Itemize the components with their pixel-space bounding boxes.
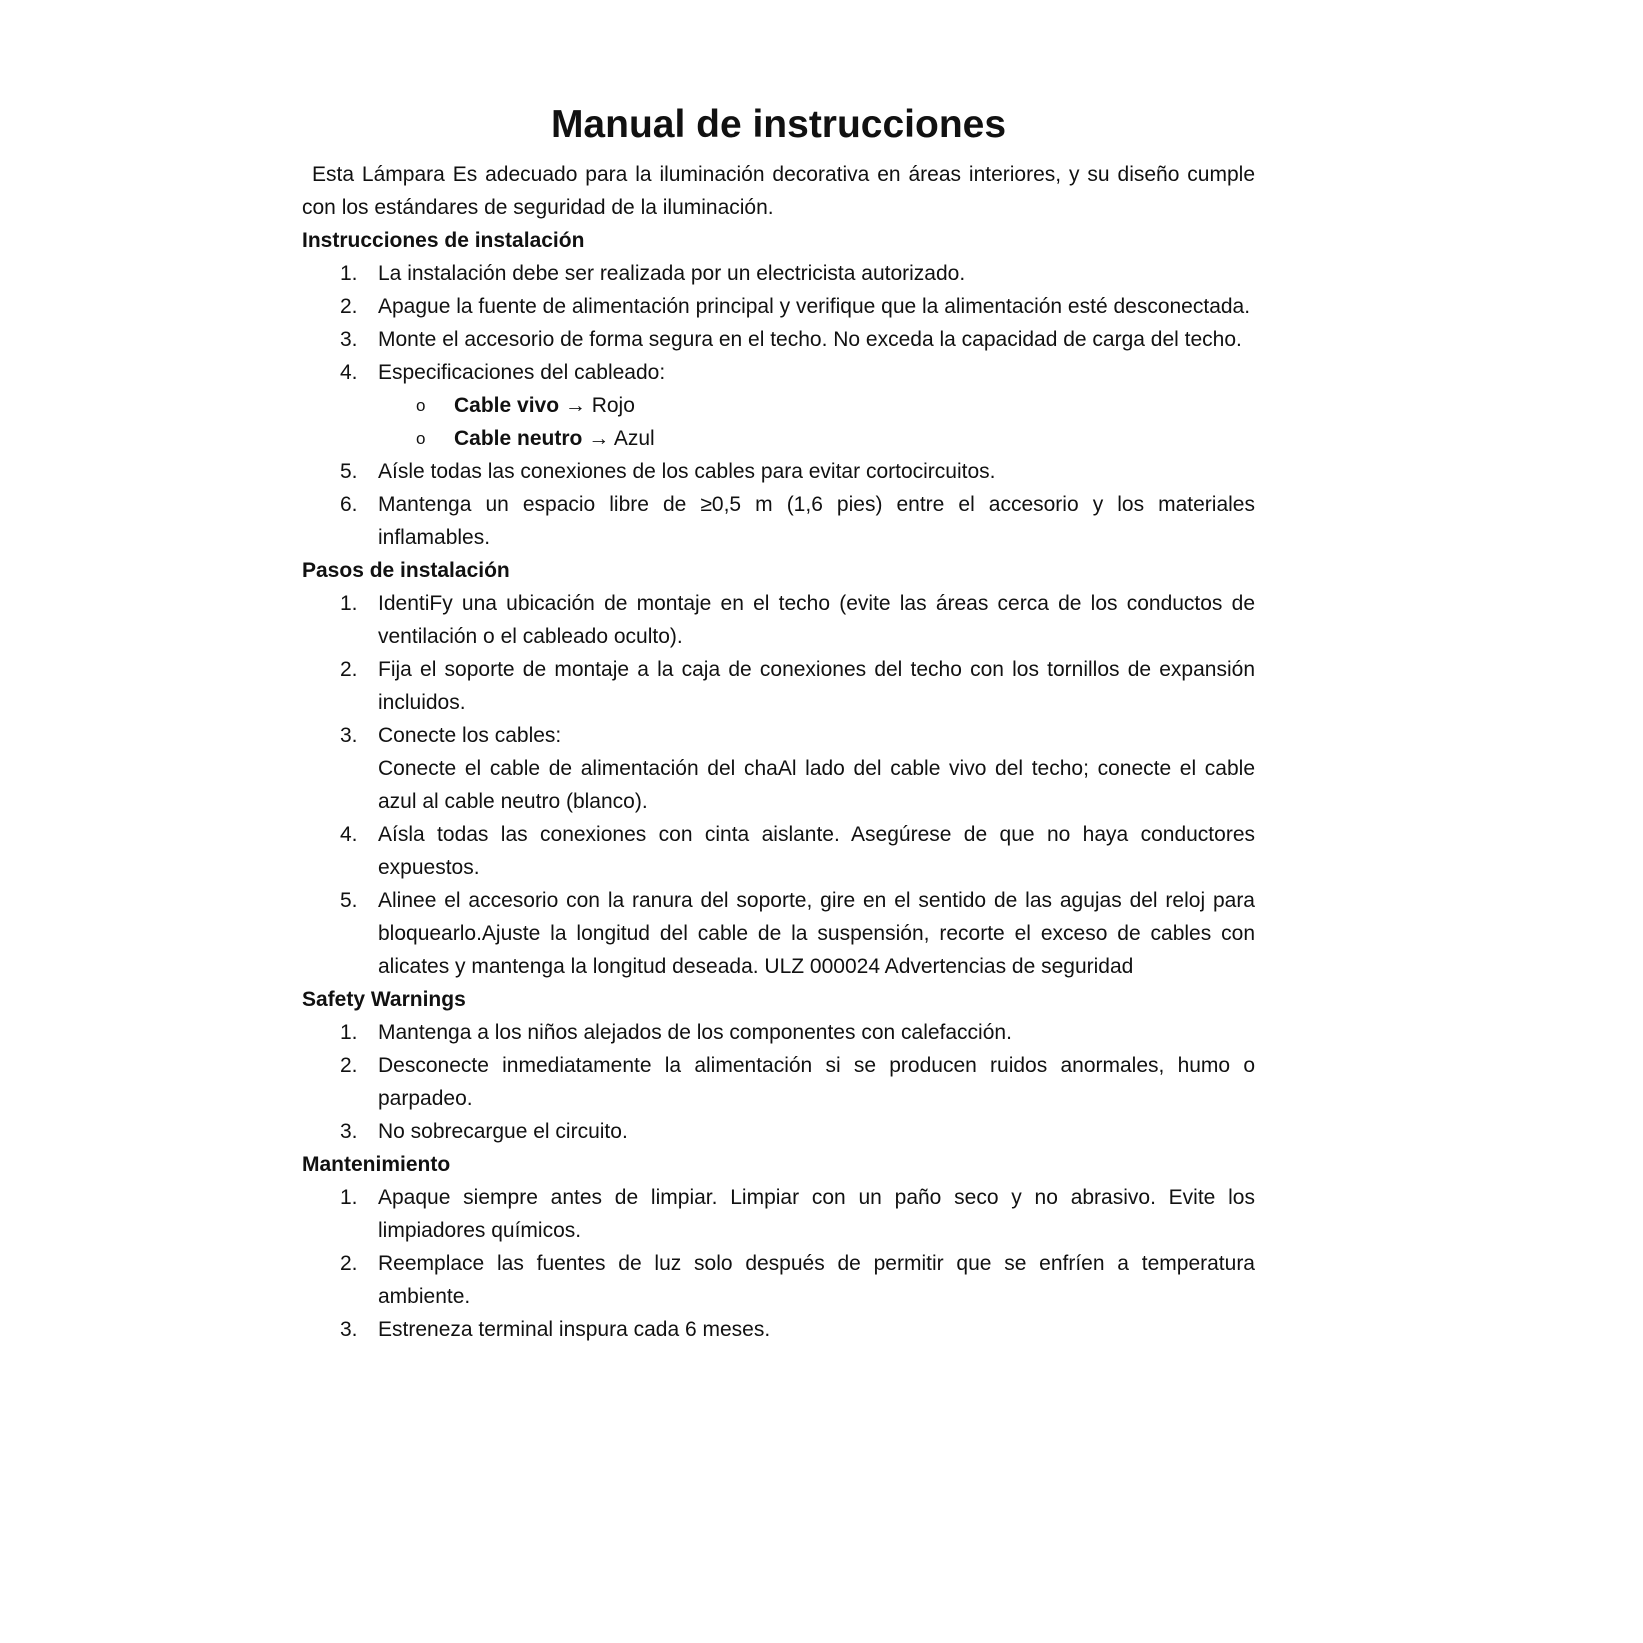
item-text: Estreneza terminal inspura cada 6 meses. bbox=[378, 1318, 771, 1341]
list-item bbox=[302, 884, 1255, 983]
item-text: Aísle todas las conexiones de los cables para evitar cortocircuitos. bbox=[378, 460, 996, 483]
maintenance-list bbox=[302, 1181, 1255, 1346]
wiring-label: Cable vivo bbox=[454, 394, 560, 417]
section-heading-install-steps: Pasos de instalación bbox=[302, 559, 510, 582]
item-number: 3. bbox=[340, 328, 358, 351]
item-text: Apague la fuente de alimentación principal y verifique que la alimentación esté desconectada. bbox=[378, 295, 1251, 318]
item-number: 2. bbox=[340, 1054, 358, 1077]
list-item bbox=[302, 1313, 1255, 1346]
safety-list bbox=[302, 1016, 1255, 1148]
list-item bbox=[302, 587, 1255, 653]
list-item bbox=[302, 1247, 1255, 1313]
wiring-item-live bbox=[378, 389, 1255, 422]
item-number: 5. bbox=[340, 460, 358, 483]
item-number: 3. bbox=[340, 1120, 358, 1143]
item-number: 2. bbox=[340, 658, 358, 681]
list-item bbox=[302, 1115, 1255, 1148]
item-number: 6. bbox=[340, 493, 358, 516]
list-item bbox=[302, 1016, 1255, 1049]
item-number: 2. bbox=[340, 1252, 358, 1275]
list-item bbox=[302, 257, 1255, 290]
item-text: No sobrecargue el circuito. bbox=[378, 1120, 628, 1143]
item-text: Aísla todas las conexiones con cinta aislante. Asegúrese de que no haya conductores expuestos. bbox=[378, 823, 1255, 879]
item-text: Especificaciones del cableado: bbox=[378, 361, 666, 384]
wiring-label: Cable neutro bbox=[454, 427, 583, 450]
list-item bbox=[302, 323, 1255, 356]
item-number: 1. bbox=[340, 1021, 358, 1044]
list-item bbox=[302, 818, 1255, 884]
wiring-sublist bbox=[378, 389, 1255, 455]
item-number: 2. bbox=[340, 295, 358, 318]
item-number: 1. bbox=[340, 592, 358, 615]
list-item bbox=[302, 1049, 1255, 1115]
circle-bullet-icon: o bbox=[416, 396, 426, 415]
list-item bbox=[302, 488, 1255, 554]
item-number: 1. bbox=[340, 1186, 358, 1209]
list-item bbox=[302, 455, 1255, 488]
install-instructions-list bbox=[302, 257, 1255, 554]
wiring-item-neutral bbox=[378, 422, 1255, 455]
item-number: 5. bbox=[340, 889, 358, 912]
wiring-value: → Rojo bbox=[559, 394, 635, 417]
item-continuation: Conecte el cable de alimentación del chaAl lado del cable vivo del techo; conecte el cable azul al cable neutro (blanco). bbox=[378, 757, 1255, 813]
item-text: IdentiFy una ubicación de montaje en el techo (evite las áreas cerca de los conductos de ventilación o el cableado oculto). bbox=[378, 592, 1255, 648]
item-text: Desconecte inmediatamente la alimentación si se producen ruidos anormales, humo o parpadeo. bbox=[378, 1054, 1255, 1110]
item-text: Monte el accesorio de forma segura en el techo. No exceda la capacidad de carga del techo. bbox=[378, 328, 1242, 351]
section-heading-maintenance: Mantenimiento bbox=[302, 1153, 451, 1176]
install-steps-list bbox=[302, 587, 1255, 983]
intro-paragraph: Esta Lámpara Es adecuado para la iluminación decorativa en áreas interiores, y su diseño cumple con los estándares de seguridad de la iluminación. bbox=[302, 163, 1255, 219]
item-text: Reemplace las fuentes de luz solo después de permitir que se enfríen a temperatura ambiente. bbox=[378, 1252, 1255, 1308]
page-title: Manual de instrucciones bbox=[550, 103, 1007, 146]
item-text: Mantenga un espacio libre de ≥0,5 m (1,6 pies) entre el accesorio y los materiales inflamables. bbox=[378, 493, 1255, 549]
list-item bbox=[302, 1181, 1255, 1247]
item-number: 3. bbox=[340, 724, 358, 747]
list-item bbox=[302, 356, 1255, 455]
wiring-value: → Azul bbox=[582, 427, 655, 450]
list-item bbox=[302, 290, 1255, 323]
list-item bbox=[302, 653, 1255, 719]
section-heading-install-instructions: Instrucciones de instalación bbox=[302, 229, 585, 252]
item-number: 3. bbox=[340, 1318, 358, 1341]
manual-page bbox=[302, 100, 1255, 1346]
item-text: Conecte los cables: bbox=[378, 724, 562, 747]
item-text: Apaque siempre antes de limpiar. Limpiar con un paño seco y no abrasivo. Evite los limpiadores químicos. bbox=[378, 1186, 1255, 1242]
item-number: 4. bbox=[340, 823, 358, 846]
circle-bullet-icon: o bbox=[416, 429, 426, 448]
item-number: 4. bbox=[340, 361, 358, 384]
item-number: 1. bbox=[340, 262, 358, 285]
item-text: La instalación debe ser realizada por un electricista autorizado. bbox=[378, 262, 966, 285]
item-text: Mantenga a los niños alejados de los componentes con calefacción. bbox=[378, 1021, 1012, 1044]
section-heading-safety: Safety Warnings bbox=[302, 988, 466, 1011]
item-text: Alinee el accesorio con la ranura del soporte, gire en el sentido de las agujas del reloj para bloquearlo.Ajuste la longitud del cable de la suspensión, recorte el exceso de cables con alicates y mantenga la longitud deseada. ULZ 000024 Advertencias de seguridad bbox=[378, 889, 1255, 978]
list-item bbox=[302, 719, 1255, 818]
item-text: Fija el soporte de montaje a la caja de conexiones del techo con los tornillos de expansión incluidos. bbox=[378, 658, 1255, 714]
